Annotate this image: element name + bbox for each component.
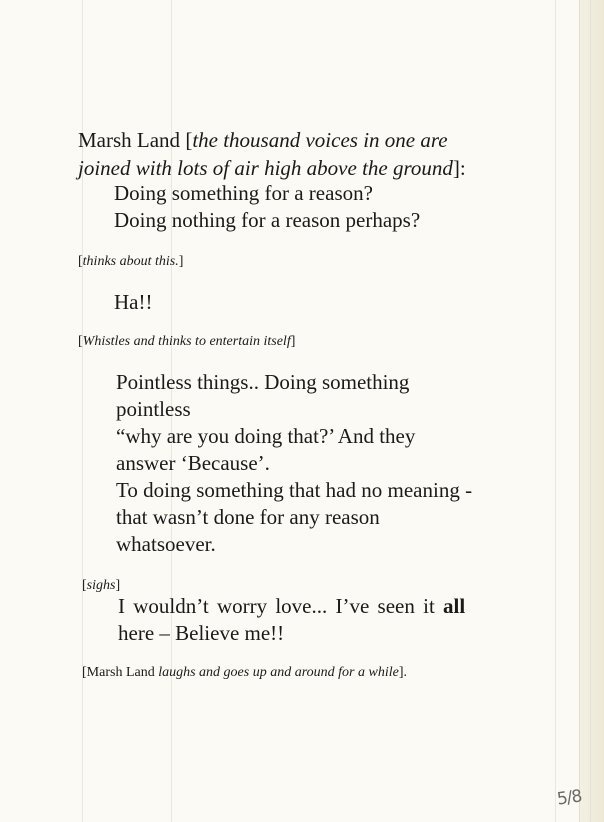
speech-line: [118, 593, 465, 620]
speaker-direction-2: joined with lots of air high above the ground: [78, 156, 453, 180]
speech-line: Pointless things.. Doing something: [116, 370, 410, 394]
stage-speaker-name: Marsh Land: [86, 665, 155, 680]
speech-text: I wouldn’t worry love... I’ve seen it: [118, 594, 435, 618]
bracket-close: ].: [398, 665, 407, 680]
speech-line: “why are you doing that?’ And they: [116, 424, 416, 448]
stage-direction: [thinks about this.]: [78, 254, 184, 269]
stage-direction-text: sighs: [86, 578, 116, 593]
stage-direction-text: thinks about this.: [82, 254, 179, 269]
speaker-line: [78, 126, 448, 154]
page-edge: [579, 0, 604, 822]
speech-line: whatsoever.: [116, 532, 216, 556]
speech-line: that wasn’t done for any reason: [116, 505, 380, 529]
speech-emphasis: all: [443, 594, 466, 618]
bracket-open: [: [185, 128, 193, 152]
speech-line: pointless: [116, 397, 191, 421]
speech-line: Ha!!: [114, 290, 153, 314]
stage-direction: [Whistles and thinks to entertain itself]: [78, 334, 296, 349]
stage-direction-text: laughs and goes up and around for a while: [158, 665, 399, 680]
page-number: 5/8: [555, 786, 583, 810]
stage-direction-text: Whistles and thinks to entertain itself: [82, 334, 291, 349]
stage-direction: [sighs]: [82, 578, 121, 593]
speech-line: answer ‘Because’.: [116, 451, 270, 475]
speaker-name: Marsh Land: [78, 128, 181, 152]
speech-line: Doing something for a reason?: [114, 181, 373, 205]
stage-direction: [82, 664, 407, 682]
speech-line: Doing nothing for a reason perhaps?: [114, 208, 421, 232]
speech-line: To doing something that had no meaning -: [116, 478, 473, 502]
bracket-open: [: [82, 665, 87, 680]
speaker-line-2: [78, 154, 466, 182]
speech-line: here – Believe me!!: [118, 621, 285, 645]
bracket-close: ]:: [452, 156, 466, 180]
speaker-direction-1: the thousand voices in one are: [192, 128, 448, 152]
